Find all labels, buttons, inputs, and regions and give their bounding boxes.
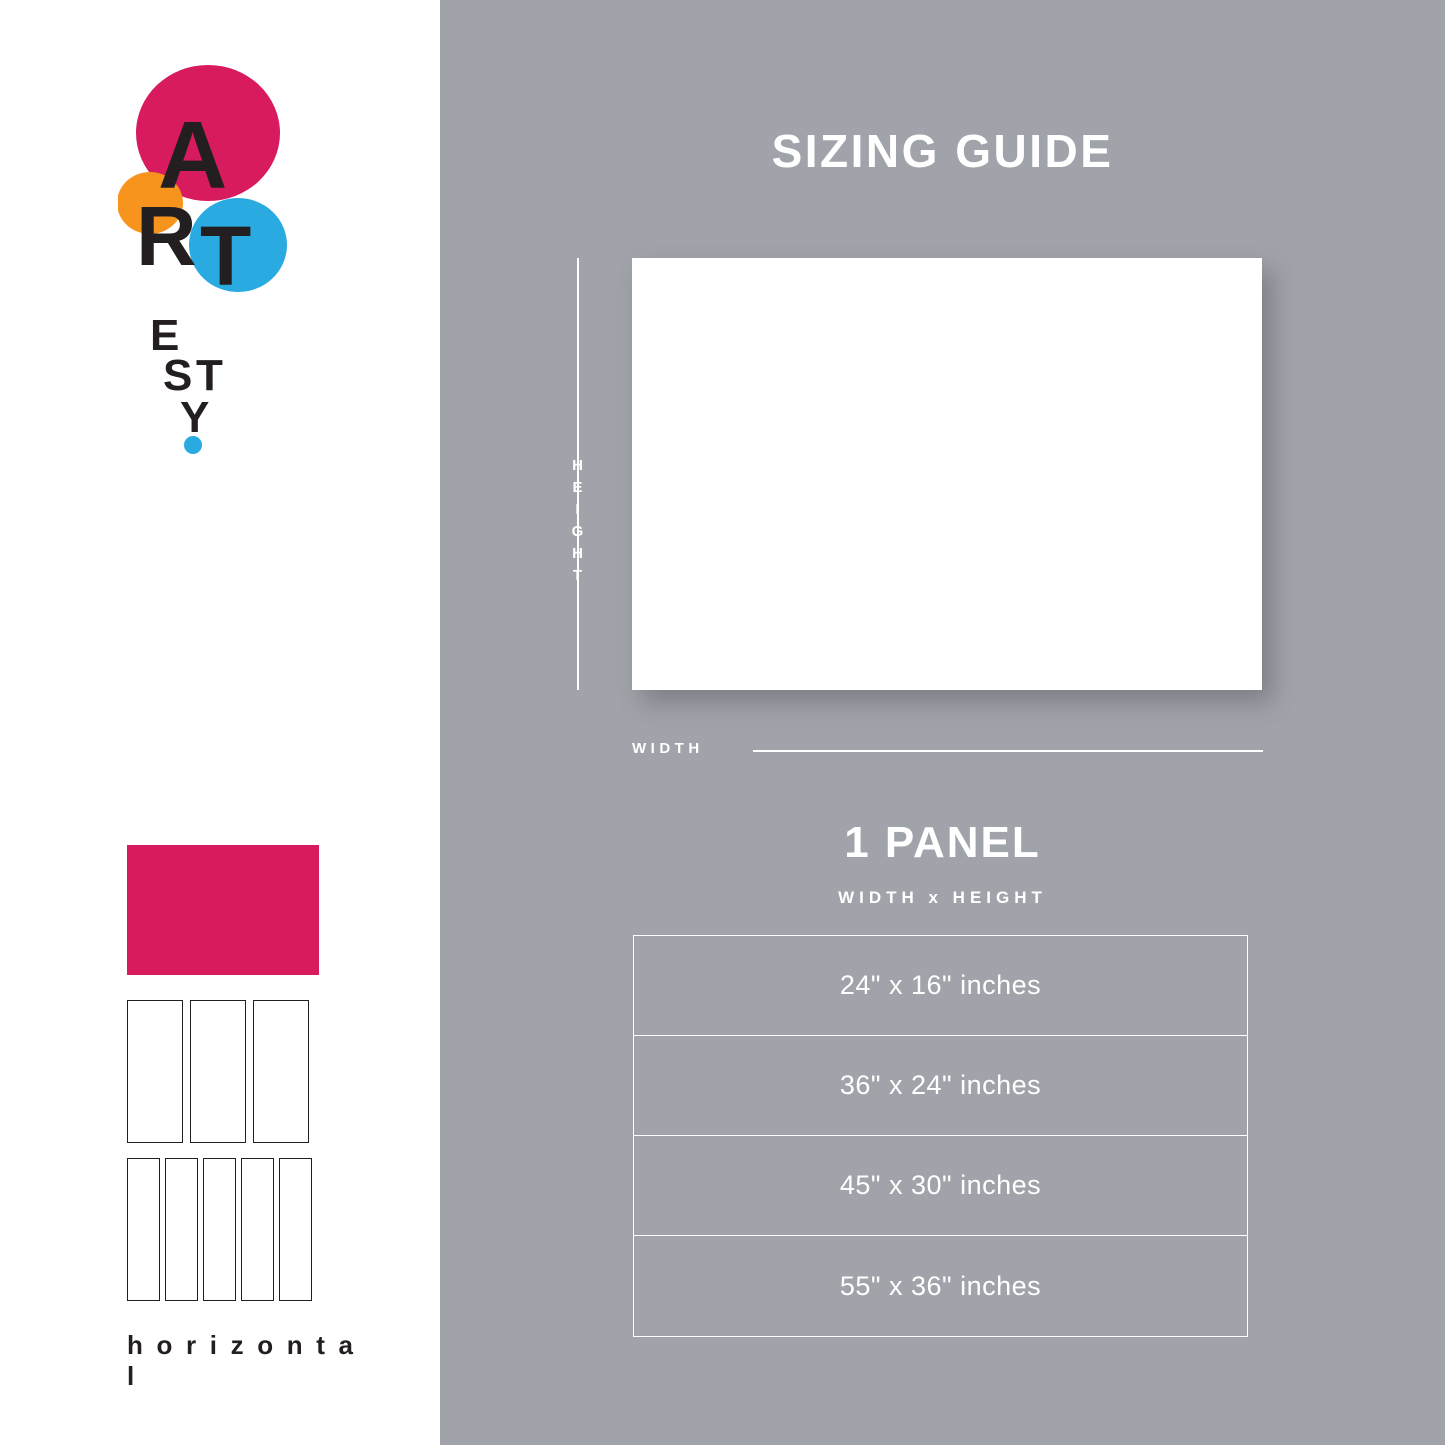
preview-cell [190,1000,246,1143]
preview-cell [241,1158,274,1301]
svg-text:T: T [200,209,252,303]
size-option-row[interactable]: 55" x 36" inches [839,1270,1042,1301]
svg-text:R: R [136,189,197,283]
orientation-preview-three-panel [127,1000,309,1143]
page-title: SIZING GUIDE [771,125,1114,177]
preview-cell [165,1158,198,1301]
right-panel [440,0,1445,1445]
canvas-preview [632,258,1262,690]
preview-cell [253,1000,309,1143]
preview-cell [127,1000,183,1143]
preview-cell [203,1158,236,1301]
size-option-row[interactable]: 36" x 24" inches [634,1036,1247,1136]
artesty-logo [118,60,328,480]
svg-text:E: E [150,311,180,360]
size-option-row[interactable]: 45" x 30" inches [634,1136,1247,1236]
panel-dimensions-subtitle: WIDTH x HEIGHT [838,888,1047,907]
width-label: WIDTH [632,740,704,757]
size-options-table [633,935,1248,1337]
svg-text:S: S [163,351,193,400]
panel-count-heading: 1 PANEL [844,818,1041,867]
width-measure-line [753,750,1263,752]
preview-cell [127,1158,160,1301]
svg-text:T: T [196,351,223,400]
orientation-preview-five-panel [127,1158,312,1301]
left-panel [0,0,440,1445]
svg-text:Y: Y [180,393,210,442]
orientation-preview-single [127,845,319,975]
orientation-label: h o r i z o n t a l [127,1330,357,1391]
size-option-row[interactable]: 24" x 16" inches [634,936,1247,1036]
height-label: H E I G H T [571,457,585,584]
preview-cell [279,1158,312,1301]
svg-text:A: A [158,102,228,209]
